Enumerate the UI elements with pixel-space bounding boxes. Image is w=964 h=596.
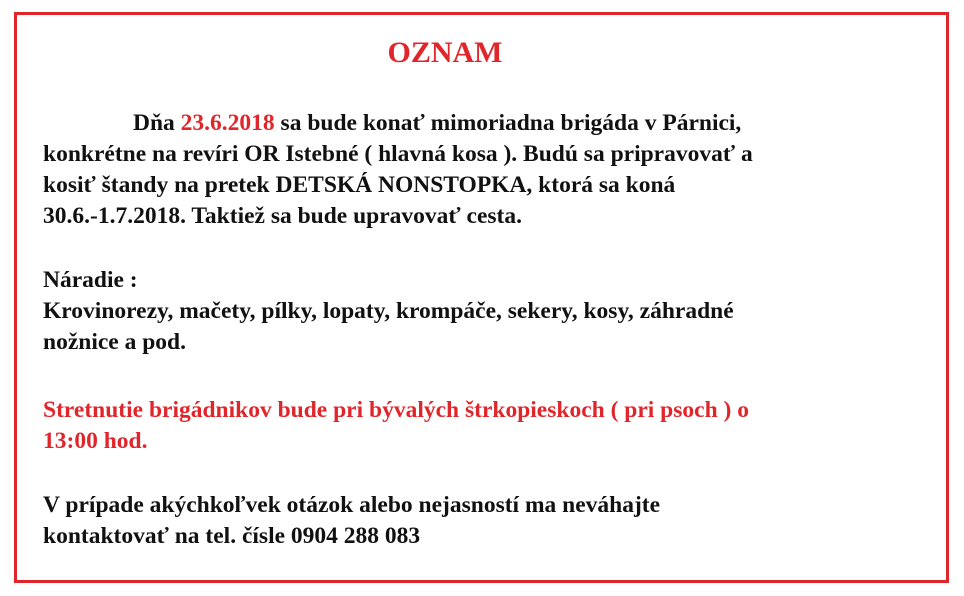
- contact-line1: V prípade akýchkoľvek otázok alebo nejasností ma neváhajte: [43, 492, 661, 518]
- announcement-line3: kosiť štandy na pretek DETSKÁ NONSTOPKA, ktorá sa koná: [43, 172, 676, 198]
- contact-paragraph: [43, 490, 923, 552]
- tools-paragraph: [43, 265, 923, 358]
- meeting-line2: 13:00 hod.: [43, 428, 148, 454]
- tools-heading: Náradie :: [43, 267, 138, 293]
- tools-line2: nožnice a pod.: [43, 329, 186, 355]
- meeting-line1: Stretnutie brigádnikov bude pri bývalých štrkopieskoch ( pri psoch ) o: [43, 397, 749, 423]
- announcement-paragraph: [43, 108, 923, 232]
- notice-title: OZNAM: [387, 36, 503, 69]
- announcement-date: 23.6.2018: [180, 110, 275, 136]
- announcement-line1: sa bude konať mimoriadna brigáda v Párnici,: [280, 110, 742, 136]
- contact-line2: kontaktovať na tel. čísle 0904 288 083: [43, 523, 421, 549]
- announcement-lead: Dňa: [133, 110, 175, 136]
- announcement-line2: konkrétne na revíri OR Istebné ( hlavná kosa ). Budú sa pripravovať a: [43, 141, 753, 167]
- announcement-line4: 30.6.-1.7.2018. Taktiež sa bude upravovať cesta.: [43, 203, 523, 229]
- meeting-paragraph: [43, 395, 923, 457]
- tools-line1: Krovinorezy, mačety, pílky, lopaty, krompáče, sekery, kosy, záhradné: [43, 298, 734, 324]
